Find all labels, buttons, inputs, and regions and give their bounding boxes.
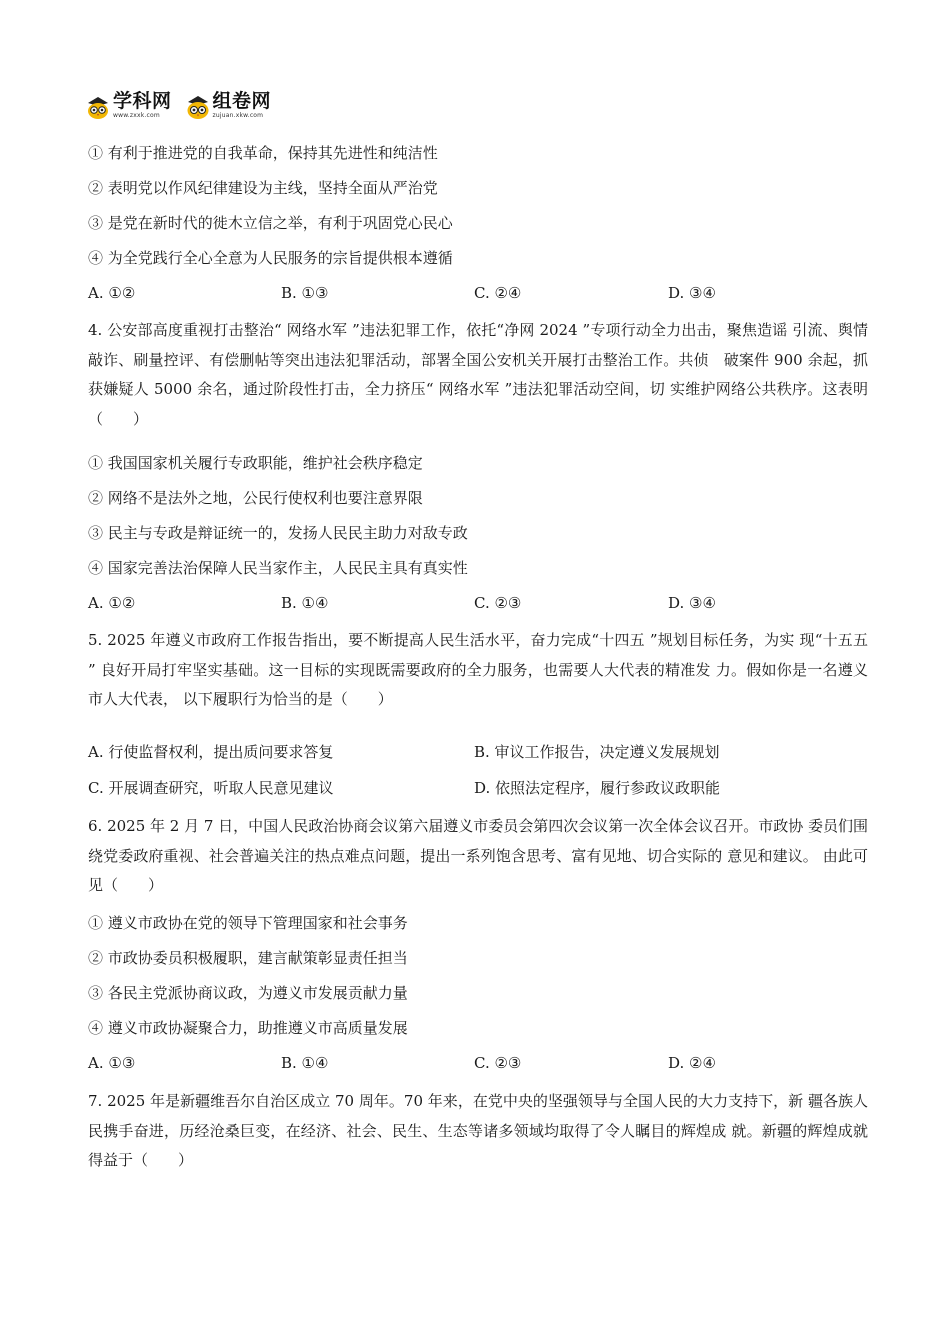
owl-icon bbox=[186, 94, 210, 120]
q4-statement-4: ④ 国家完善法治保障人民当家作主，人民民主具有真实性 bbox=[88, 559, 468, 577]
q4-statement-2: ② 网络不是法外之地，公民行使权利也要注意界限 bbox=[88, 489, 423, 507]
q3-statement-3: ③ 是党在新时代的徙木立信之举，有利于巩固党心民心 bbox=[88, 214, 453, 232]
q4-option-a[interactable]: A. ①② bbox=[88, 594, 136, 612]
q6-option-b[interactable]: B. ①④ bbox=[281, 1054, 329, 1072]
q5-stem: 5. 2025 年遵义市政府工作报告指出，要不断提高人民生活水平，奋力完成“十四五 ”规划目标任务，为实 现“十五五 ” 良好开局打牢坚实基础。这一目标的实现既需要政府的全力服务，也需要人大代表的精准发 力。假如你是一名遵义市人大代表， 以下履职行为恰当的是（ ） bbox=[88, 631, 868, 708]
q6-stem: 6. 2025 年 2 月 7 日，中国人民政治协商会议第六届遵义市委员会第四次会议第一次全体会议召开。市政协 委员们围绕党委政府重视、社会普遍关注的热点难点问题，提出一系列饱含思考、富有见地、切合实际的 意见和建议。 由此可见（ ） bbox=[88, 817, 868, 894]
q3-statement-4: ④ 为全党践行全心全意为人民服务的宗旨提供根本遵循 bbox=[88, 249, 453, 267]
q3-option-b[interactable]: B. ①③ bbox=[281, 284, 329, 302]
q4-stem: 4. 公安部高度重视打击整治“ 网络水军 ”违法犯罪工作，依托“净网 2024 ”专项行动全力出击，聚焦造谣 引流、舆情敲诈、刷量控评、有偿删帖等突出违法犯罪活动，部署全国公安机关开展打击整治工作。共侦 破案件 900 余起，抓获嫌疑人 5000 余名，通过阶段性打击，全力挤压“ 网络水军 ”违法犯罪活动空间，切 实维护网络公共秩序。这表明（ ） bbox=[88, 321, 868, 428]
owl-icon bbox=[86, 94, 110, 120]
q5-options-row-1 bbox=[88, 742, 868, 762]
zxxk-logo-name: 学科网 bbox=[113, 90, 172, 112]
q5-options-row-2 bbox=[88, 778, 868, 798]
q4-option-d[interactable]: D. ③④ bbox=[668, 594, 716, 612]
q6-statement-4: ④ 遵义市政协凝聚合力，助推遵义市高质量发展 bbox=[88, 1019, 408, 1037]
q6-option-d[interactable]: D. ②④ bbox=[668, 1054, 716, 1072]
q3-option-c[interactable]: C. ②④ bbox=[474, 284, 522, 302]
q3-option-d[interactable]: D. ③④ bbox=[668, 284, 716, 302]
zujuan-logo-url: zujuan.xkw.com bbox=[212, 112, 264, 119]
q5-option-b[interactable]: B. 审议工作报告，决定遵义发展规划 bbox=[474, 743, 720, 761]
q7-stem: 7. 2025 年是新疆维吾尔自治区成立 70 周年。70 年来，在党中央的坚强领导与全国人民的大力支持下，新 疆各族人民携手奋进，历经沧桑巨变，在经济、社会、民生、生态等诸多领域均取得了令人瞩目的辉煌成 就。新疆的辉煌成就得益于（ ） bbox=[88, 1092, 868, 1169]
zxxk-logo[interactable] bbox=[86, 92, 172, 120]
q5-option-c[interactable]: C. 开展调查研究，听取人民意见建议 bbox=[88, 779, 334, 797]
q4-statement-1: ① 我国国家机关履行专政职能，维护社会秩序稳定 bbox=[88, 454, 423, 472]
q4-options bbox=[88, 593, 868, 613]
q6-statement-1: ① 遵义市政协在党的领导下管理国家和社会事务 bbox=[88, 914, 408, 932]
q4-option-b[interactable]: B. ①④ bbox=[281, 594, 329, 612]
header-logos bbox=[86, 92, 271, 130]
zujuan-logo[interactable] bbox=[186, 92, 272, 120]
q4-option-c[interactable]: C. ②③ bbox=[474, 594, 522, 612]
q6-statement-3: ③ 各民主党派协商议政，为遵义市发展贡献力量 bbox=[88, 984, 408, 1002]
q6-option-a[interactable]: A. ①③ bbox=[88, 1054, 136, 1072]
zxxk-logo-url: www.zxxk.com bbox=[113, 112, 160, 119]
q4-statement-3: ③ 民主与专政是辩证统一的，发扬人民民主助力对敌专政 bbox=[88, 524, 468, 542]
q6-option-c[interactable]: C. ②③ bbox=[474, 1054, 522, 1072]
q3-options bbox=[88, 283, 868, 303]
q3-statement-2: ② 表明党以作风纪律建设为主线，坚持全面从严治党 bbox=[88, 179, 438, 197]
q5-option-d[interactable]: D. 依照法定程序，履行参政议政职能 bbox=[474, 779, 721, 797]
q6-options bbox=[88, 1053, 868, 1073]
q5-option-a[interactable]: A. 行使监督权利，提出质问要求答复 bbox=[88, 743, 334, 761]
q3-statement-1: ① 有利于推进党的自我革命，保持其先进性和纯洁性 bbox=[88, 144, 438, 162]
zujuan-logo-name: 组卷网 bbox=[212, 90, 272, 112]
q3-option-a[interactable]: A. ①② bbox=[88, 284, 136, 302]
q6-statement-2: ② 市政协委员积极履职，建言献策彰显责任担当 bbox=[88, 949, 408, 967]
